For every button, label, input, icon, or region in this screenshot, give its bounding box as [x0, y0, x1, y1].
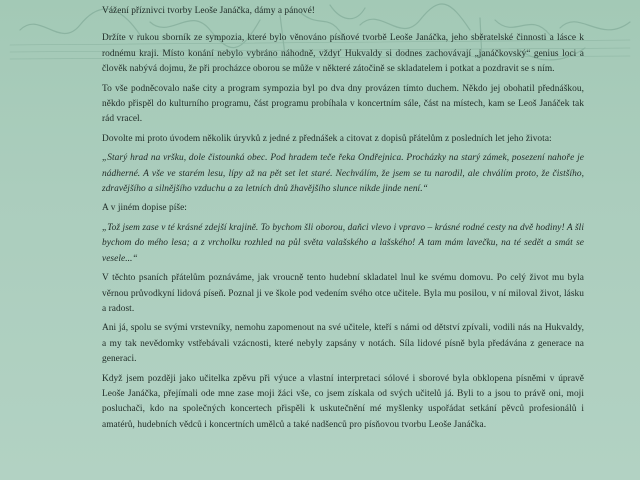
quote-second-letter: „Tož jsem zase v té krásné zdejší krajině. To bychom šli oborou, daňci vlevo i vpravo – krásné rodné cesty na dvě hodiny! A šli bychom do mého lesa; a z vrcholku rozhled na půl světa valašského a lašského! A tam mám lavečku, na té sedět a smát se vesele...“ — [102, 222, 584, 264]
paragraph-folk-song: V těchto psaních přátelům poznáváme, jak vroucně tento hudební skladatel lnul ke svému domovu. Po celý život mu byla věrnou průvodkyní lidová píseň. Poznal ji ve škole pod vedením svého otce učitele. Byla mu posilou, v ní miloval život, lásku a radost. — [102, 273, 584, 314]
paragraph-symposium-intro: Držíte v rukou sborník ze sympozia, které bylo věnováno písňové tvorbě Leoše Janáčka, jeho sběratelské činnosti a lásce k rodnému kraji. Místo konání nebylo vybráno náhodně, vždyť Hukvaldy si dodnes zachovávají „janáčkovský“ genius loci a člověk nabývá dojmu, že při procházce oborou se může v některé zátočině se skladatelem i potkat a pozdravit se s ním. — [102, 33, 584, 75]
paragraph-second-letter-intro: A v jiném dopise píše: — [102, 203, 187, 214]
paragraph-quote-intro: Dovolte mi proto úvodem několik úryvků z jedné z přednášek a citovat z dopisů přátelům z posledních let jeho života: — [102, 133, 552, 144]
quote-first-letter: „Starý hrad na vršku, dole čistounká obec. Pod hradem teče řeka Ondřejnica. Procházky na starý zámek, posezení nahoře je nádherné. A vše ve starém lesu, lípy až na pět set let staré. Nechválím, že jsem se tu narodil, ale chválím proto, že čistšího, zdravějšího a silnějšího vzduchu a za letních dnů žhavějšího slunce nikde jinde není.“ — [102, 153, 584, 195]
letter-body — [102, 4, 584, 433]
letter-greeting: Vážení příznivci tvorby Leoše Janáčka, dámy a pánové! — [102, 6, 315, 16]
paragraph-teachers: Ani já, spolu se svými vrstevníky, nemohu zapomenout na své učitele, kteří s námi od dětství zpívali, vodili nás na Hukvaldy, a my tak nevědomky vstřebávali vzácnosti, které nebyly zapsány v notách. Síla lidové písně byla předávána z generace na generaci. — [102, 323, 584, 365]
paragraph-singing-teacher: Když jsem později jako učitelka zpěvu při výuce a vlastní interpretaci sólové i sborové byla obklopena písněmi v úpravě Leoše Janáčka, přejímali ode mne zase moji žáci vše, co jsem získala od svých učitelů já. Byli to a jsou to právě oni, moji posluchači, kdo na společných koncertech přispěli k uskutečnění mé myšlenky uspořádat setkání pěvců profesionálů i amatérů, hudebních vědců i koncertních umělců a také nadšenců pro písňovou tvorbu Leoše Janáčka. — [102, 373, 584, 430]
paragraph-program: To vše podněcovalo naše city a program sympozia byl po dva dny provázen tímto duchem. Někdo jej obohatil přednáškou, někdo přispěl do kulturního programu, část programu probíhala v koncertním sále, část na místech, kam se Leoš Janáček tak rád vracel. — [102, 83, 584, 125]
